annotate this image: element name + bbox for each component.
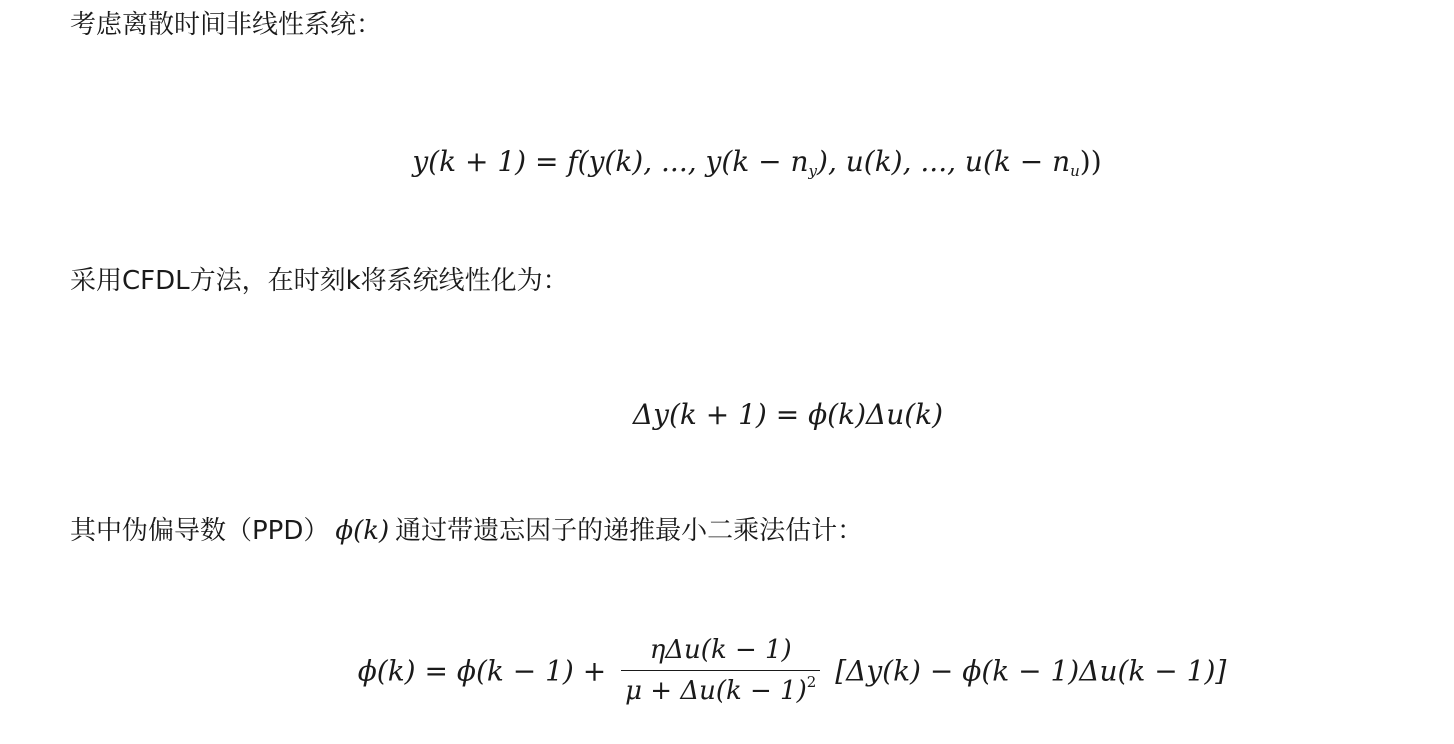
eq1-sub-y: y <box>808 162 818 180</box>
equation-cfdl-linearization <box>0 398 1454 431</box>
paragraph-system-intro: 考虑离散时间非线性系统： <box>70 10 383 40</box>
inline-math-phi: ϕ(k) <box>335 516 390 546</box>
eq3-denominator-base: μ + Δu(k − 1) <box>625 675 807 706</box>
equation-ppd-update <box>0 636 1454 707</box>
eq3-numerator: ηΔu(k − 1) <box>649 635 792 665</box>
eq1-sub-u: u <box>1070 162 1080 180</box>
eq1-mid: ), u(k), ..., u(k − n <box>817 145 1071 178</box>
eq3-fraction-bar <box>621 670 820 671</box>
eq3-rhs: [Δy(k) − ϕ(k − 1)Δu(k − 1)] <box>835 654 1227 688</box>
eq3-lhs: ϕ(k) = ϕ(k − 1) + <box>357 654 607 688</box>
eq3-fraction <box>621 636 820 707</box>
eq3-denominator-exp: 2 <box>806 672 817 691</box>
eq1-lhs: y(k + 1) = f(y(k), ..., y(k − n <box>412 145 809 178</box>
paragraph-ppd-estimation <box>70 518 863 544</box>
eq2-body: Δy(k + 1) = ϕ(k)Δu(k) <box>632 398 944 431</box>
paragraph-cfdl-method: 采用CFDL方法，在时刻k将系统线性化为： <box>70 266 569 296</box>
equation-system-model <box>0 145 1454 180</box>
eq3-denominator <box>621 672 820 707</box>
paragraph-ppd-after: 通过带遗忘因子的递推最小二乘法估计： <box>395 516 864 546</box>
paragraph-ppd-before: 其中伪偏导数（PPD） <box>70 516 330 546</box>
eq1-end: )) <box>1079 145 1102 178</box>
